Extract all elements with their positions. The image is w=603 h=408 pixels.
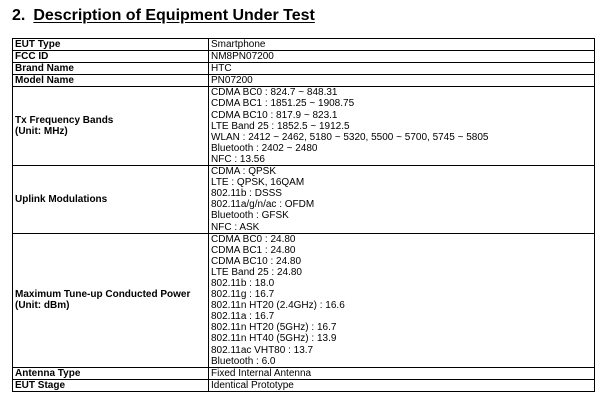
row-value-line: CDMA BC0 : 824.7 ~ 848.31: [211, 87, 338, 99]
row-label-text: Uplink Modulations: [15, 193, 108, 205]
equipment-table: [12, 38, 595, 392]
row-label: [13, 233, 209, 367]
row-label-text: (Unit: dBm): [15, 300, 70, 312]
table-row-eut-type: [13, 39, 595, 51]
row-value: [209, 63, 595, 75]
row-label-text: Maximum Tune-up Conducted Power: [15, 289, 191, 301]
row-value-line: 802.11n HT40 (5GHz) : 13.9: [211, 333, 337, 345]
section-title: Description of Equipment Under Test: [33, 7, 315, 24]
row-value-line: NFC : 13.56: [211, 153, 265, 165]
equipment-table-body: [13, 39, 595, 392]
row-value-line: Smartphone: [211, 39, 266, 50]
row-value: [209, 75, 595, 87]
row-value-line: LTE Band 25 : 24.80: [211, 266, 302, 278]
row-label: [13, 39, 209, 51]
row-value-line: CDMA BC0 : 24.80: [211, 233, 296, 245]
row-value-line: PN07200: [211, 75, 253, 87]
table-row-antenna-type: [13, 367, 595, 379]
row-label: [13, 166, 209, 234]
row-value-line: CDMA BC1 : 24.80: [211, 244, 296, 256]
table-row-eut-stage: [13, 379, 595, 391]
row-label-text: Model Name: [15, 75, 74, 87]
row-value-line: Bluetooth : 6.0: [211, 355, 276, 367]
row-value: [209, 39, 595, 51]
row-value: [209, 87, 595, 166]
row-value-line: CDMA BC10 : 817.9 ~ 823.1: [211, 109, 338, 121]
row-label-text: (Unit: MHz): [15, 126, 68, 138]
row-value-line: Identical Prototype: [211, 379, 294, 391]
table-row-brand-name: [13, 63, 595, 75]
section-heading: [12, 6, 315, 26]
row-value-line: 802.11g : 16.7: [211, 289, 275, 301]
row-label: [13, 87, 209, 166]
row-value: [209, 233, 595, 367]
row-label-text: EUT Type: [15, 39, 61, 50]
row-value-line: 802.11n HT20 (5GHz) : 16.7: [211, 322, 337, 334]
row-value-line: HTC: [211, 63, 232, 75]
row-value-line: WLAN : 2412 ~ 2462, 5180 ~ 5320, 5500 ~ 5700, 5745 ~ 5805: [211, 131, 489, 143]
row-value-line: NFC : ASK: [211, 221, 260, 233]
row-label-text: Antenna Type: [15, 367, 81, 379]
table-row-tx-frequency-bands: [13, 87, 595, 166]
table-row-maximum-tune-up-conducted-power: [13, 233, 595, 367]
row-value: [209, 367, 595, 379]
row-value: [209, 51, 595, 63]
row-value-line: Fixed Internal Antenna: [211, 367, 312, 379]
table-row-uplink-modulations: [13, 166, 595, 234]
row-value-line: 802.11b : 18.0: [211, 277, 275, 289]
row-label-text: EUT Stage: [15, 379, 66, 391]
row-value-line: CDMA BC1 : 1851.25 ~ 1908.75: [211, 98, 355, 110]
row-label: [13, 63, 209, 75]
row-value-line: 802.11b : DSSS: [211, 188, 282, 200]
row-value-line: 802.11ac VHT80 : 13.7: [211, 344, 314, 356]
section-number: 2.: [12, 7, 26, 24]
row-value-line: LTE : QPSK, 16QAM: [211, 177, 305, 189]
row-value: [209, 379, 595, 391]
row-label: [13, 51, 209, 63]
row-label-text: Tx Frequency Bands: [15, 115, 114, 127]
row-value-line: NM8PN07200: [211, 51, 274, 63]
row-value-line: CDMA BC10 : 24.80: [211, 255, 302, 267]
row-label: [13, 379, 209, 391]
row-value-line: Bluetooth : 2402 ~ 2480: [211, 142, 318, 154]
row-value: [209, 166, 595, 234]
row-value-line: 802.11a : 16.7: [211, 311, 275, 323]
row-label-text: FCC ID: [15, 51, 49, 63]
row-label-text: Brand Name: [15, 63, 74, 75]
row-label: [13, 367, 209, 379]
table-row-fcc-id: [13, 51, 595, 63]
row-value-line: Bluetooth : GFSK: [211, 210, 289, 222]
row-value-line: 802.11a/g/n/ac : OFDM: [211, 199, 315, 211]
row-value-line: LTE Band 25 : 1852.5 ~ 1912.5: [211, 120, 350, 132]
row-value-line: 802.11n HT20 (2.4GHz) : 16.6: [211, 300, 345, 312]
table-row-model-name: [13, 75, 595, 87]
row-label: [13, 75, 209, 87]
row-value-line: CDMA : QPSK: [211, 166, 277, 178]
